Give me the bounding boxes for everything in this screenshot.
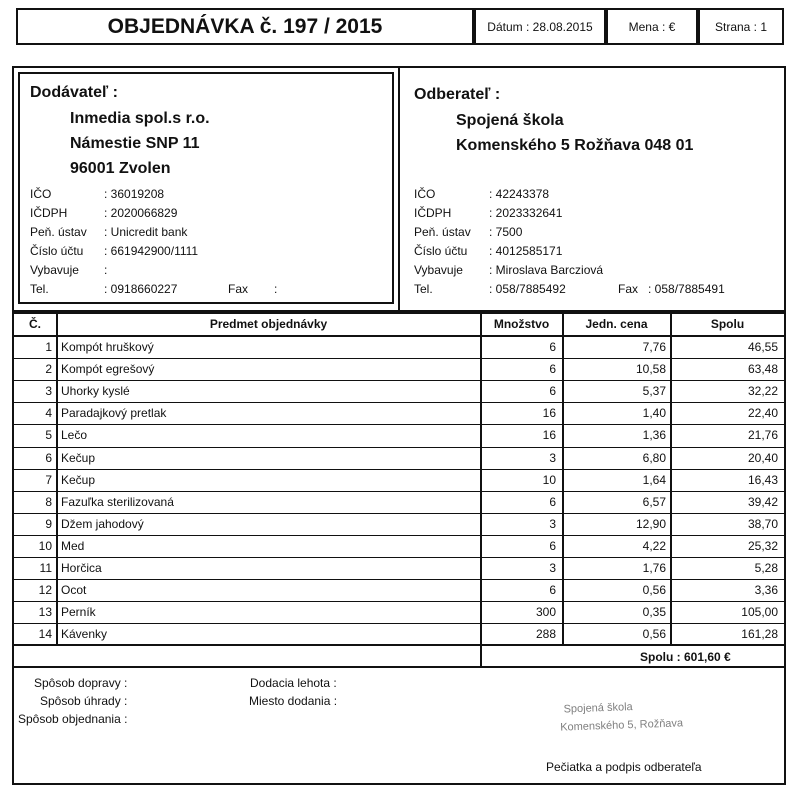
row-price: 6,57	[642, 494, 666, 509]
row-item: Horčica	[61, 561, 102, 575]
row-total: 5,28	[754, 561, 778, 575]
stamp-line-1: Spojená škola	[563, 701, 633, 716]
customer-address: Komenského 5 Rožňava 048 01	[456, 137, 694, 154]
row-qty: 10	[542, 472, 556, 487]
row-divider	[14, 469, 784, 470]
row-number: 5	[45, 428, 52, 443]
customer-account-label: Číslo účtu	[414, 244, 468, 258]
supplier-account-value: : 661942900/1111	[104, 244, 199, 258]
supplier-ico-value: : 36019208	[104, 187, 165, 201]
row-price: 1,40	[642, 406, 666, 421]
customer-contact-value: : Miroslava Barcziová	[489, 263, 604, 277]
row-total: 38,70	[747, 516, 778, 531]
row-price: 1,36	[642, 428, 666, 443]
row-divider	[14, 557, 784, 558]
order-total: Spolu : 601,60 €	[640, 650, 731, 664]
stamp-line-2: Komenského 5, Rožňava	[560, 717, 684, 734]
row-qty: 6	[549, 538, 556, 553]
supplier-contact-label: Vybavuje	[30, 263, 79, 277]
row-price: 7,76	[642, 340, 666, 354]
supplier-icdph-label: IČDPH	[30, 206, 68, 220]
date-field: Dátum : 28.08.2015	[474, 8, 606, 45]
customer-bank-label: Peň. ústav	[414, 225, 471, 239]
row-item: Lečo	[61, 428, 88, 443]
row-divider	[14, 513, 784, 514]
row-divider	[14, 535, 784, 536]
customer-tel-value: : 058/7885492	[489, 282, 566, 296]
row-total: 20,40	[747, 450, 778, 465]
row-qty: 6	[549, 362, 556, 377]
row-price: 0,56	[642, 627, 666, 642]
customer-icdph-label: IČDPH	[414, 206, 452, 220]
order-title: OBJEDNÁVKA č. 197 / 2015	[16, 8, 474, 45]
supplier-bank-value: : Unicredit bank	[104, 225, 188, 239]
customer-account-value: : 4012585171	[489, 244, 563, 258]
row-divider	[14, 623, 784, 624]
row-qty: 16	[542, 406, 556, 421]
row-qty: 3	[549, 561, 556, 575]
row-item: Kompót egrešový	[61, 362, 155, 377]
row-qty: 288	[535, 627, 556, 642]
row-divider	[14, 358, 784, 359]
supplier-city: 96001 Zvolen	[70, 160, 171, 177]
row-total: 16,43	[747, 472, 778, 487]
row-number: 8	[45, 494, 52, 509]
row-item: Uhorky kyslé	[61, 384, 130, 399]
row-item: Džem jahodový	[61, 516, 144, 531]
customer-name: Spojená škola	[456, 112, 564, 129]
row-number: 13	[38, 605, 52, 620]
row-total: 3,36	[754, 583, 778, 598]
row-divider	[14, 402, 784, 403]
shipping-method-label: Spôsob dopravy :	[34, 676, 128, 690]
supplier-heading: Dodávateľ :	[30, 84, 118, 101]
page-field: Strana : 1	[698, 8, 784, 45]
row-qty: 300	[535, 605, 556, 620]
row-number: 10	[38, 538, 52, 553]
row-qty: 3	[549, 450, 556, 465]
row-total: 32,22	[747, 384, 778, 399]
row-item: Kávenky	[61, 627, 108, 642]
row-total: 63,48	[747, 362, 778, 377]
customer-fax-label: Fax	[618, 282, 639, 296]
delivery-place-label: Miesto dodania :	[249, 694, 338, 708]
supplier-bank-label: Peň. ústav	[30, 225, 87, 239]
stamp	[519, 681, 751, 759]
row-total: 46,55	[747, 340, 778, 354]
customer-heading: Odberateľ :	[414, 86, 501, 103]
row-total: 161,28	[741, 627, 778, 642]
customer-contact-label: Vybavuje	[414, 263, 463, 277]
row-number: 2	[45, 362, 52, 377]
row-number: 11	[39, 561, 52, 575]
row-qty: 6	[549, 583, 556, 598]
row-qty: 6	[549, 340, 556, 354]
col-header-no: Č.	[29, 317, 41, 331]
customer-ico-label: IČO	[414, 187, 436, 201]
row-number: 12	[38, 583, 52, 598]
row-number: 14	[38, 627, 52, 642]
row-total: 105,00	[741, 605, 778, 620]
row-price: 4,22	[642, 538, 666, 553]
customer-fax-value: : 058/7885491	[648, 282, 725, 296]
row-total: 25,32	[747, 538, 778, 553]
row-item: Ocot	[61, 583, 87, 598]
row-qty: 6	[549, 384, 556, 399]
row-price: 5,37	[642, 384, 666, 399]
supplier-tel-value: : 0918660227	[104, 282, 178, 296]
row-divider	[14, 579, 784, 580]
customer-icdph-value: : 2023332641	[489, 206, 563, 220]
row-item: Kečup	[61, 450, 96, 465]
row-price: 12,90	[635, 516, 666, 531]
supplier-name: Inmedia spol.s r.o.	[70, 110, 210, 127]
currency-field: Mena : €	[606, 8, 698, 45]
col-header-total: Spolu	[710, 317, 745, 331]
customer-bank-value: : 7500	[489, 225, 523, 239]
supplier-fax-value: :	[274, 282, 278, 296]
signature-label: Pečiatka a podpis odberateľa	[546, 760, 702, 774]
supplier-icdph-value: : 2020066829	[104, 206, 178, 220]
row-price: 0,56	[642, 583, 666, 598]
row-price: 6,80	[642, 450, 666, 465]
supplier-contact-value: :	[104, 263, 108, 277]
row-price: 1,64	[642, 472, 666, 487]
row-item: Perník	[61, 605, 96, 620]
col-header-price: Jedn. cena	[585, 317, 648, 331]
row-number: 1	[45, 340, 52, 354]
row-item: Med	[61, 538, 85, 553]
row-item: Kečup	[61, 472, 96, 487]
supplier-ico-label: IČO	[30, 187, 52, 201]
row-qty: 3	[549, 516, 556, 531]
row-number: 7	[45, 472, 52, 487]
row-price: 0,35	[642, 605, 666, 620]
row-number: 6	[45, 450, 52, 465]
col-header-item: Predmet objednávky	[209, 317, 328, 331]
row-total: 39,42	[747, 494, 778, 509]
row-total: 21,76	[747, 428, 778, 443]
customer-tel-label: Tel.	[414, 282, 433, 296]
row-price: 1,76	[642, 561, 666, 575]
row-divider	[14, 601, 784, 602]
payment-method-label: Spôsob úhrady :	[40, 694, 128, 708]
row-divider	[14, 380, 784, 381]
supplier-street: Námestie SNP 11	[70, 135, 200, 152]
delivery-time-label: Dodacia lehota :	[250, 676, 337, 690]
row-total: 22,40	[747, 406, 778, 421]
row-price: 10,58	[635, 362, 666, 377]
supplier-fax-label: Fax	[228, 282, 249, 296]
supplier-tel-label: Tel.	[30, 282, 49, 296]
row-number: 4	[45, 406, 52, 421]
customer-ico-value: : 42243378	[489, 187, 550, 201]
supplier-account-label: Číslo účtu	[30, 244, 84, 258]
row-item: Paradajkový pretlak	[61, 406, 167, 421]
row-item: Fazuľka sterilizovaná	[61, 494, 174, 509]
row-item: Kompót hruškový	[61, 340, 154, 354]
col-header-qty: Množstvo	[493, 317, 550, 331]
row-qty: 16	[542, 428, 556, 443]
row-divider	[14, 424, 784, 425]
row-divider	[14, 447, 784, 448]
row-number: 9	[45, 516, 52, 531]
row-number: 3	[45, 384, 52, 399]
row-divider	[14, 491, 784, 492]
order-method-label: Spôsob objednania :	[18, 712, 128, 726]
row-qty: 6	[549, 494, 556, 509]
